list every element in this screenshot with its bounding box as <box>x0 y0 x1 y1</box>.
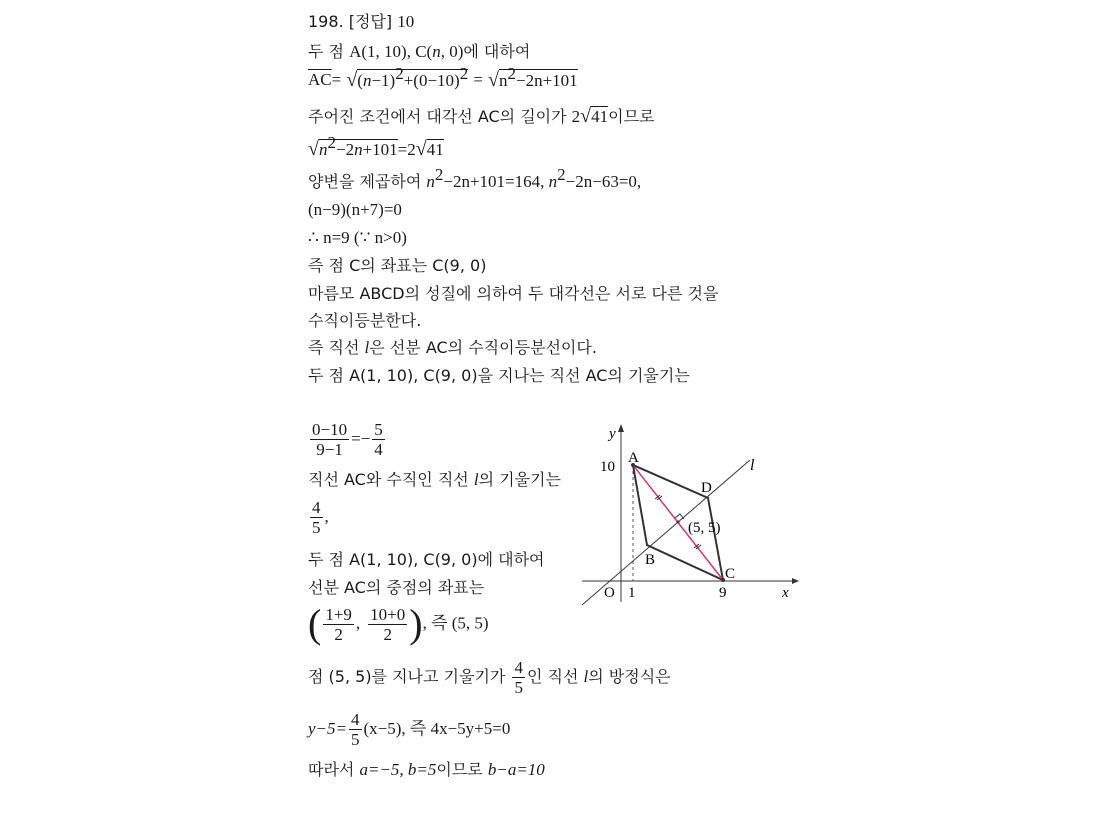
line-13-slope-ac: $\frac{0-10}{9-1}$ =− $\frac{5}{4}$ <box>312 420 383 459</box>
tick-label-9: 9 <box>719 585 727 601</box>
tick-label-10: 10 <box>600 459 615 475</box>
line-8: 즉 점 C의 좌표는 C(9, 0) <box>308 256 487 275</box>
line-11: 즉 직선 l은 선분 AC의 수직이등분선이다. <box>308 338 597 357</box>
line-12: 두 점 A(1, 10), C(9, 0)을 지나는 직선 AC의 기울기는 <box>308 366 690 385</box>
line-14: 직선 AC와 수직인 직선 l의 기울기는 <box>308 470 561 489</box>
line-10: 수직이등분한다. <box>308 311 422 330</box>
solution-page <box>308 0 808 819</box>
radical-2: $√n^2-2n+101$ <box>488 64 578 91</box>
line-18-midpoint: ( $\frac{1+9}{2}$ , $\frac{10+0}{2}$ ), 즉 (5, 5) <box>308 601 489 646</box>
rhombus-figure <box>578 420 800 606</box>
line-6: (n−9)(n+7)=0 <box>308 200 402 219</box>
x-axis-label: x <box>782 585 789 601</box>
line-l <box>582 460 750 605</box>
origin-label: O <box>604 585 615 601</box>
y-axis-label: y <box>609 426 616 442</box>
line-15: $\frac{4}{5}$ , <box>312 498 329 537</box>
line-9: 마름모 ABCD의 성질에 의하여 두 대각선은 서로 다른 것을 <box>308 284 719 303</box>
line-19: 점 (5, 5)를 지나고 기울기가 $\frac{4}{5}$ 인 직선 l의 방정식은 <box>308 658 671 697</box>
line-17: 선분 AC의 중점의 좌표는 <box>308 578 485 597</box>
vertex-label-b: B <box>645 552 656 568</box>
vertex-label-c: C <box>725 566 736 582</box>
x-axis-arrow-icon <box>792 578 799 584</box>
line-4: $√n^2-2n+101=2√41$ <box>308 133 444 160</box>
answer-tag: [정답] <box>348 12 393 31</box>
line-1: 두 점 A(1, 10), C(n, 0)에 대하여 <box>308 42 531 61</box>
problem-number: 198. <box>308 12 344 31</box>
midpoint-label: (5, 5) <box>688 520 721 536</box>
y-axis-arrow-icon <box>618 424 624 432</box>
radical-1: $√(n-1)^2+(0-10)^2$ <box>346 64 469 91</box>
tick-label-1: 1 <box>628 585 636 601</box>
line-2-distance-formula: $\overline{AC}= √(n-1)^2+(0-10)^2 = √n^2-2n+101$ <box>308 64 578 91</box>
line-5: 양변을 제곱하여 $n^2-2n+101=164$, $n^2-2n-63=0$, <box>308 165 642 191</box>
line-l-label: l <box>750 457 755 474</box>
line-20-equation: y−5= $\frac{4}{5}$ (x−5), 즉 4x−5y+5=0 <box>308 710 511 749</box>
point-midpoint <box>677 521 680 524</box>
line-16: 두 점 A(1, 10), C(9, 0)에 대하여 <box>308 550 545 569</box>
line-21-conclusion: 따라서 a=−5, b=5이므로 b−a=10 <box>308 760 545 779</box>
vertex-label-d: D <box>701 480 712 496</box>
line-7: ∴ n=9 (∵ n>0) <box>308 228 407 247</box>
problem-header <box>308 12 414 32</box>
answer-value: 10 <box>397 12 415 31</box>
vertex-label-a: A <box>628 450 639 466</box>
line-3: 주어진 조건에서 대각선 AC의 길이가 2√41이므로 <box>308 105 655 127</box>
